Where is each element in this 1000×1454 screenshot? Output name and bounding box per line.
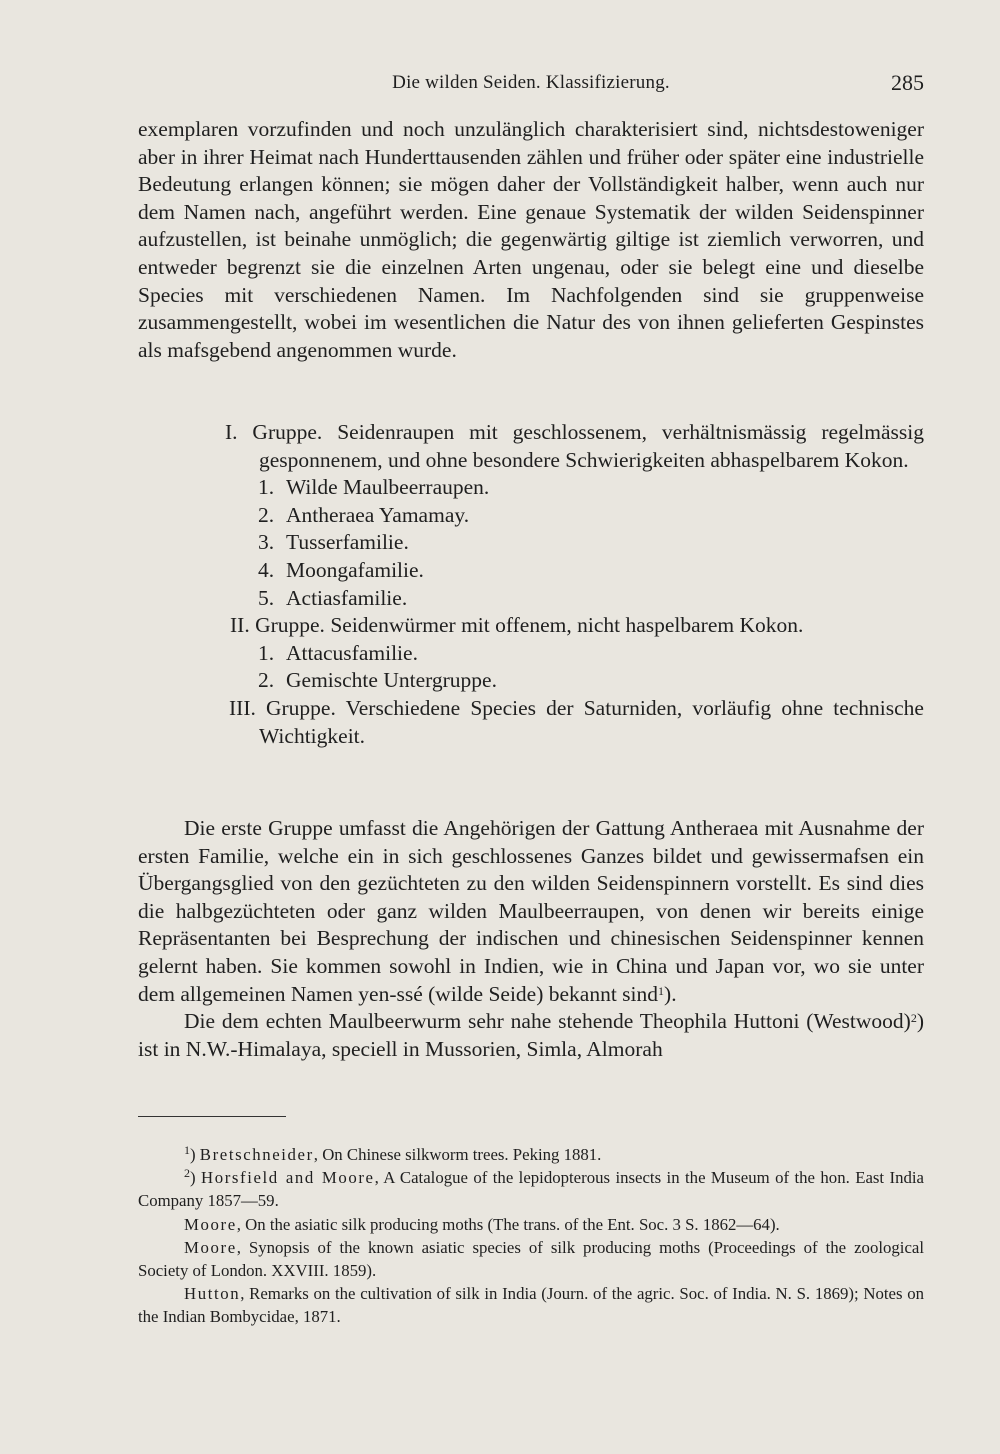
item-text: Antheraea Yamamay. — [286, 502, 470, 527]
footnote-text: , Remarks on the cultivation of silk in India (Journ. of the agric. Soc. of India. N. S. 1869); Notes on the Indian Bombycidae, 1871. — [138, 1284, 924, 1327]
group-2 — [138, 612, 924, 695]
footnotes — [138, 1143, 924, 1329]
item-number: 2. — [258, 668, 275, 693]
page-number: 285 — [891, 70, 924, 95]
item-number: 5. — [258, 585, 275, 610]
item-number: 4. — [258, 557, 275, 582]
item-text: Actiasfamilie. — [286, 585, 408, 610]
item-text: Moongafamilie. — [286, 557, 424, 582]
item-number: 1. — [258, 640, 275, 665]
footnote-ref: 2 — [910, 1011, 917, 1026]
paragraph-text: Die erste Gruppe umfasst die Angehörigen der Gattung Antheraea mit Ausnahme der ersten Familie, welche ein in sich geschlossenes Ganzes bildet und gewissermafsen ein Übergangsglied von den gezüchteten zu den wilden Seidenspinnern vorstellt. Es sind dies die halbgezüchteten oder ganz wilden Maulbeerraupen, von denen wir bereits einige Repräsentanten bei Besprechung der indischen und chinesischen Seidenspinner kennen gelernt haben. Sie kommen sowohl in Indien, wie in China und Japan vor, wo sie unter dem allgemeinen Namen yen-ssé (wilde Seide) bekannt sind — [138, 816, 924, 1006]
list-item — [138, 667, 924, 695]
footnote: $^1$) Bretschneider, On Chinese silkworm trees. Peking 1881. — [184, 1143, 602, 1164]
footnote-mark: 2 — [184, 1166, 190, 1181]
paragraph-first-group — [138, 815, 924, 1008]
footnote — [138, 1236, 924, 1282]
paragraph-text: exemplaren vorzufinden und noch unzulänglich charakterisiert sind, nichtsdestoweniger aber in ihrer Heimat nach Hunderttausenden zählen und früher oder später eine industrielle Bedeutung erlangen können; sie mögen daher der Vollständigkeit halber, wenn auch nur dem Namen nach, angeführt werden. Eine genaue Systematik der wilden Seidenspinner aufzustellen, ist beinahe unmöglich; die gegenwärtig giltige ist ziemlich verworren, und entweder begrenzt sie die einzelnen Arten ungenau, oder sie belegt eine und dieselbe Species mit verschiedenen Namen. Im Nachfolgenden sind sie gruppenweise zusammengestellt, wobei im wesentlichen die Natur des von ihnen gelieferten Gespinstes als mafsgebend angenommen wurde. — [138, 117, 924, 362]
group-label: III. Gruppe. — [229, 695, 336, 720]
footnote — [138, 1282, 924, 1328]
footnote-author: Horsfield and Moore — [201, 1168, 375, 1188]
footnote: $^2$) Horsfield and Moore, A Catalogue of the lepidopterous insects in the Museum of the hon. East India Company 1857—59. — [138, 1166, 924, 1211]
running-head: Die wilden Seiden. Klassifizierung. — [392, 72, 670, 93]
footnote-author: Moore — [184, 1214, 237, 1234]
list-item — [138, 529, 924, 557]
paragraph-intro — [138, 116, 924, 364]
page-header — [138, 70, 924, 102]
footnote-mark: 1 — [184, 1143, 190, 1157]
item-number: 1. — [258, 475, 275, 500]
footnote-author: Hutton — [184, 1284, 241, 1304]
list-item — [138, 640, 924, 668]
list-item — [138, 585, 924, 613]
group-1 — [138, 419, 924, 612]
item-number: 3. — [258, 530, 275, 555]
group-3-description — [138, 695, 924, 750]
group-label: II. Gruppe. — [230, 613, 325, 638]
footnote-text: , On Chinese silkworm trees. Peking 1881. — [313, 1145, 602, 1164]
group-classification — [138, 419, 924, 750]
footnote-author: Moore — [184, 1237, 237, 1257]
item-text: Gemischte Untergruppe. — [286, 668, 497, 693]
footnote-text: , Synopsis of the known asiatic species of silk producing moths (Proceedings of the zoological Society of London. XXVIII. 1859). — [138, 1237, 924, 1281]
group-text: Verschiedene Species der Saturniden, vorläufig ohne technische Wichtigkeit. — [259, 695, 924, 748]
footnote — [138, 1213, 924, 1236]
item-number: 2. — [258, 502, 275, 527]
list-item — [138, 474, 924, 502]
footnote-ref: 1 — [658, 983, 665, 998]
paragraph-text-end: ) ist in N.W.-Himalaya, speciell in Mussorien, Simla, Almorah — [138, 1009, 924, 1061]
footnote-text: , A Catalogue of the lepidopterous insects in the Museum of the hon. East India Company 1857—59. — [138, 1168, 924, 1211]
footnote-divider — [138, 1116, 286, 1117]
group-3 — [138, 695, 924, 750]
item-text: Wilde Maulbeerraupen. — [286, 475, 490, 500]
group-label: I. Gruppe. — [225, 420, 323, 444]
item-text: Attacusfamilie. — [286, 640, 418, 665]
paragraph-theophila — [138, 1008, 924, 1063]
list-item — [138, 557, 924, 585]
group-2-description — [138, 612, 924, 640]
paragraph-text-end: ). — [664, 981, 677, 1006]
footnote-author: Bretschneider — [199, 1145, 314, 1164]
group-text: Seidenraupen mit geschlossenem, verhältnismässig regelmässig gesponnenem, und ohne besondere Schwierigkeiten abhaspelbarem Kokon. — [259, 420, 925, 472]
paragraph-section — [138, 815, 924, 1063]
paragraph-text: Die dem echten Maulbeerwurm sehr nahe stehende Theophila Huttoni (Westwood) — [184, 1009, 911, 1034]
group-text: Seidenwürmer mit offenem, nicht haspelbarem Kokon. — [330, 613, 804, 638]
list-item — [138, 502, 924, 530]
group-1-description — [138, 419, 924, 474]
footnote-text: , On the asiatic silk producing moths (The trans. of the Ent. Soc. 3 S. 1862—64). — [236, 1214, 780, 1234]
item-text: Tusserfamilie. — [286, 530, 409, 555]
